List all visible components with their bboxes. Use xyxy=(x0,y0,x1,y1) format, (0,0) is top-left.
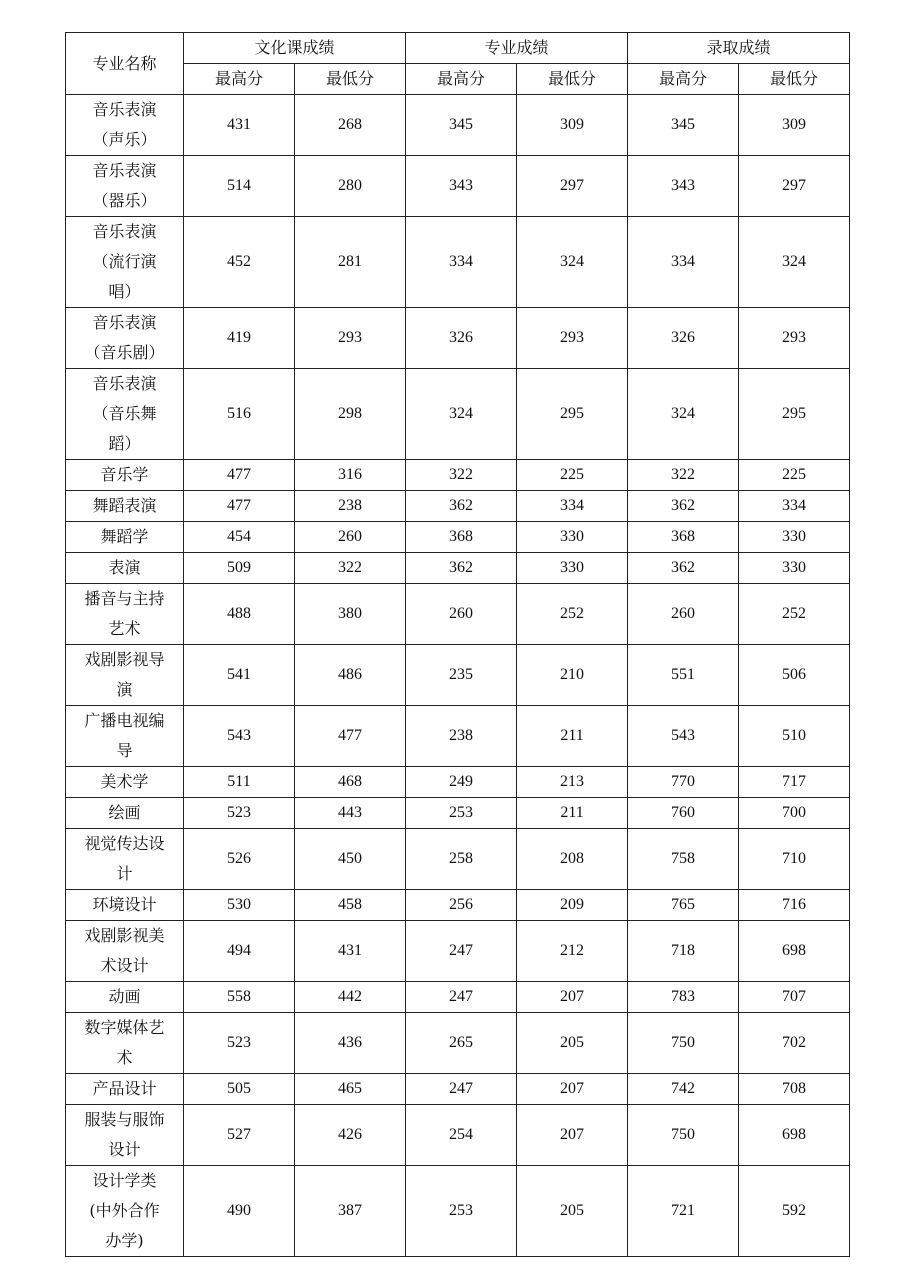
culture-min-cell: 387 xyxy=(295,1166,406,1257)
admit-min-cell: 295 xyxy=(739,369,850,460)
major-name-cell: 音乐表演 （声乐） xyxy=(66,95,184,156)
major-name-cell: 音乐学 xyxy=(66,460,184,491)
table-row xyxy=(66,522,850,553)
table-row xyxy=(66,491,850,522)
header-row-groups xyxy=(66,33,850,64)
major-name-cell: 戏剧影视导 演 xyxy=(66,645,184,706)
major-max-cell: 254 xyxy=(406,1105,517,1166)
table-row xyxy=(66,829,850,890)
table-row xyxy=(66,369,850,460)
admit-min-cell: 702 xyxy=(739,1013,850,1074)
culture-max-cell: 509 xyxy=(184,553,295,584)
major-max-cell: 247 xyxy=(406,1074,517,1105)
admit-max-cell: 362 xyxy=(628,553,739,584)
header-row-sub xyxy=(66,64,850,95)
major-name-cell: 戏剧影视美 术设计 xyxy=(66,921,184,982)
culture-min-cell: 468 xyxy=(295,767,406,798)
culture-max-cell: 477 xyxy=(184,460,295,491)
admit-min-cell: 225 xyxy=(739,460,850,491)
table-row xyxy=(66,1105,850,1166)
major-min-cell: 207 xyxy=(517,982,628,1013)
admit-max-cell: 765 xyxy=(628,890,739,921)
admit-max-cell: 322 xyxy=(628,460,739,491)
admit-min-cell: 252 xyxy=(739,584,850,645)
culture-max-cell: 490 xyxy=(184,1166,295,1257)
admit-max-cell: 334 xyxy=(628,217,739,308)
major-name-cell: 音乐表演 （音乐剧） xyxy=(66,308,184,369)
header-admission-min: 最低分 xyxy=(739,64,850,95)
table-row xyxy=(66,890,850,921)
major-max-cell: 326 xyxy=(406,308,517,369)
major-min-cell: 225 xyxy=(517,460,628,491)
major-max-cell: 368 xyxy=(406,522,517,553)
major-name-cell: 舞蹈学 xyxy=(66,522,184,553)
table-row xyxy=(66,217,850,308)
admit-max-cell: 260 xyxy=(628,584,739,645)
major-name-cell: 数字媒体艺 术 xyxy=(66,1013,184,1074)
table-row xyxy=(66,767,850,798)
culture-min-cell: 322 xyxy=(295,553,406,584)
culture-min-cell: 316 xyxy=(295,460,406,491)
header-major-scores: 专业成绩 xyxy=(406,33,628,64)
admit-max-cell: 718 xyxy=(628,921,739,982)
culture-min-cell: 426 xyxy=(295,1105,406,1166)
culture-min-cell: 486 xyxy=(295,645,406,706)
major-name-cell: 产品设计 xyxy=(66,1074,184,1105)
major-max-cell: 258 xyxy=(406,829,517,890)
major-name-cell: 环境设计 xyxy=(66,890,184,921)
culture-max-cell: 419 xyxy=(184,308,295,369)
admit-min-cell: 698 xyxy=(739,921,850,982)
culture-max-cell: 523 xyxy=(184,1013,295,1074)
table-row xyxy=(66,982,850,1013)
culture-max-cell: 523 xyxy=(184,798,295,829)
header-major-name: 专业名称 xyxy=(66,33,184,95)
admit-min-cell: 707 xyxy=(739,982,850,1013)
table-row xyxy=(66,308,850,369)
culture-min-cell: 450 xyxy=(295,829,406,890)
major-max-cell: 256 xyxy=(406,890,517,921)
admit-min-cell: 698 xyxy=(739,1105,850,1166)
culture-max-cell: 505 xyxy=(184,1074,295,1105)
culture-max-cell: 452 xyxy=(184,217,295,308)
major-min-cell: 210 xyxy=(517,645,628,706)
admit-max-cell: 368 xyxy=(628,522,739,553)
admit-min-cell: 592 xyxy=(739,1166,850,1257)
header-admission-max: 最高分 xyxy=(628,64,739,95)
culture-min-cell: 436 xyxy=(295,1013,406,1074)
culture-min-cell: 431 xyxy=(295,921,406,982)
culture-min-cell: 458 xyxy=(295,890,406,921)
culture-min-cell: 293 xyxy=(295,308,406,369)
major-min-cell: 205 xyxy=(517,1166,628,1257)
culture-min-cell: 442 xyxy=(295,982,406,1013)
major-min-cell: 207 xyxy=(517,1074,628,1105)
major-min-cell: 212 xyxy=(517,921,628,982)
major-min-cell: 208 xyxy=(517,829,628,890)
major-min-cell: 213 xyxy=(517,767,628,798)
admit-min-cell: 506 xyxy=(739,645,850,706)
major-max-cell: 238 xyxy=(406,706,517,767)
major-name-cell: 视觉传达设 计 xyxy=(66,829,184,890)
major-min-cell: 252 xyxy=(517,584,628,645)
major-min-cell: 330 xyxy=(517,553,628,584)
major-min-cell: 293 xyxy=(517,308,628,369)
culture-max-cell: 488 xyxy=(184,584,295,645)
admit-max-cell: 758 xyxy=(628,829,739,890)
major-name-cell: 绘画 xyxy=(66,798,184,829)
admit-max-cell: 324 xyxy=(628,369,739,460)
admit-min-cell: 293 xyxy=(739,308,850,369)
major-min-cell: 309 xyxy=(517,95,628,156)
culture-max-cell: 494 xyxy=(184,921,295,982)
admit-min-cell: 309 xyxy=(739,95,850,156)
major-min-cell: 324 xyxy=(517,217,628,308)
major-name-cell: 表演 xyxy=(66,553,184,584)
major-name-cell: 设计学类 (中外合作 办学) xyxy=(66,1166,184,1257)
major-max-cell: 249 xyxy=(406,767,517,798)
table-row xyxy=(66,156,850,217)
major-name-cell: 舞蹈表演 xyxy=(66,491,184,522)
culture-min-cell: 280 xyxy=(295,156,406,217)
major-name-cell: 服装与服饰 设计 xyxy=(66,1105,184,1166)
table-row xyxy=(66,460,850,491)
major-max-cell: 345 xyxy=(406,95,517,156)
major-min-cell: 330 xyxy=(517,522,628,553)
major-name-cell: 音乐表演 （音乐舞 蹈） xyxy=(66,369,184,460)
admit-max-cell: 721 xyxy=(628,1166,739,1257)
admit-min-cell: 330 xyxy=(739,522,850,553)
admit-max-cell: 750 xyxy=(628,1105,739,1166)
admit-max-cell: 760 xyxy=(628,798,739,829)
culture-max-cell: 511 xyxy=(184,767,295,798)
culture-min-cell: 238 xyxy=(295,491,406,522)
major-min-cell: 209 xyxy=(517,890,628,921)
major-name-cell: 动画 xyxy=(66,982,184,1013)
header-admission-scores: 录取成绩 xyxy=(628,33,850,64)
culture-min-cell: 477 xyxy=(295,706,406,767)
culture-max-cell: 543 xyxy=(184,706,295,767)
admit-max-cell: 750 xyxy=(628,1013,739,1074)
major-max-cell: 253 xyxy=(406,798,517,829)
major-max-cell: 253 xyxy=(406,1166,517,1257)
header-major-max: 最高分 xyxy=(406,64,517,95)
culture-max-cell: 514 xyxy=(184,156,295,217)
admission-scores-table xyxy=(65,32,850,1257)
culture-min-cell: 443 xyxy=(295,798,406,829)
major-name-cell: 音乐表演 （流行演 唱） xyxy=(66,217,184,308)
major-max-cell: 324 xyxy=(406,369,517,460)
major-max-cell: 343 xyxy=(406,156,517,217)
admit-max-cell: 770 xyxy=(628,767,739,798)
admit-min-cell: 297 xyxy=(739,156,850,217)
admit-max-cell: 543 xyxy=(628,706,739,767)
major-min-cell: 205 xyxy=(517,1013,628,1074)
major-name-cell: 播音与主持 艺术 xyxy=(66,584,184,645)
culture-max-cell: 454 xyxy=(184,522,295,553)
table-row xyxy=(66,798,850,829)
culture-max-cell: 516 xyxy=(184,369,295,460)
header-culture-min: 最低分 xyxy=(295,64,406,95)
header-culture-scores: 文化课成绩 xyxy=(184,33,406,64)
admit-max-cell: 742 xyxy=(628,1074,739,1105)
culture-min-cell: 268 xyxy=(295,95,406,156)
admit-max-cell: 326 xyxy=(628,308,739,369)
major-max-cell: 260 xyxy=(406,584,517,645)
table-row xyxy=(66,706,850,767)
culture-max-cell: 431 xyxy=(184,95,295,156)
culture-max-cell: 558 xyxy=(184,982,295,1013)
culture-max-cell: 530 xyxy=(184,890,295,921)
table-row xyxy=(66,1013,850,1074)
admit-max-cell: 783 xyxy=(628,982,739,1013)
admit-min-cell: 710 xyxy=(739,829,850,890)
culture-max-cell: 526 xyxy=(184,829,295,890)
major-max-cell: 265 xyxy=(406,1013,517,1074)
table-row xyxy=(66,645,850,706)
admit-min-cell: 716 xyxy=(739,890,850,921)
header-culture-max: 最高分 xyxy=(184,64,295,95)
major-min-cell: 334 xyxy=(517,491,628,522)
major-min-cell: 295 xyxy=(517,369,628,460)
major-max-cell: 334 xyxy=(406,217,517,308)
major-max-cell: 235 xyxy=(406,645,517,706)
admit-max-cell: 345 xyxy=(628,95,739,156)
culture-min-cell: 281 xyxy=(295,217,406,308)
major-name-cell: 音乐表演 （器乐） xyxy=(66,156,184,217)
culture-min-cell: 380 xyxy=(295,584,406,645)
admit-min-cell: 510 xyxy=(739,706,850,767)
major-min-cell: 211 xyxy=(517,798,628,829)
admit-max-cell: 343 xyxy=(628,156,739,217)
table-row xyxy=(66,553,850,584)
culture-min-cell: 298 xyxy=(295,369,406,460)
major-name-cell: 美术学 xyxy=(66,767,184,798)
admit-min-cell: 708 xyxy=(739,1074,850,1105)
admit-min-cell: 334 xyxy=(739,491,850,522)
major-max-cell: 322 xyxy=(406,460,517,491)
admit-min-cell: 330 xyxy=(739,553,850,584)
major-max-cell: 362 xyxy=(406,491,517,522)
culture-max-cell: 527 xyxy=(184,1105,295,1166)
culture-max-cell: 477 xyxy=(184,491,295,522)
table-row xyxy=(66,1074,850,1105)
table-row xyxy=(66,921,850,982)
major-max-cell: 362 xyxy=(406,553,517,584)
header-major-min: 最低分 xyxy=(517,64,628,95)
table-row xyxy=(66,95,850,156)
culture-max-cell: 541 xyxy=(184,645,295,706)
major-min-cell: 211 xyxy=(517,706,628,767)
major-name-cell: 广播电视编 导 xyxy=(66,706,184,767)
culture-min-cell: 465 xyxy=(295,1074,406,1105)
culture-min-cell: 260 xyxy=(295,522,406,553)
major-max-cell: 247 xyxy=(406,982,517,1013)
major-min-cell: 297 xyxy=(517,156,628,217)
table-row xyxy=(66,1166,850,1257)
admit-min-cell: 717 xyxy=(739,767,850,798)
major-max-cell: 247 xyxy=(406,921,517,982)
admit-min-cell: 700 xyxy=(739,798,850,829)
admit-max-cell: 551 xyxy=(628,645,739,706)
admit-max-cell: 362 xyxy=(628,491,739,522)
major-min-cell: 207 xyxy=(517,1105,628,1166)
table-row xyxy=(66,584,850,645)
admit-min-cell: 324 xyxy=(739,217,850,308)
